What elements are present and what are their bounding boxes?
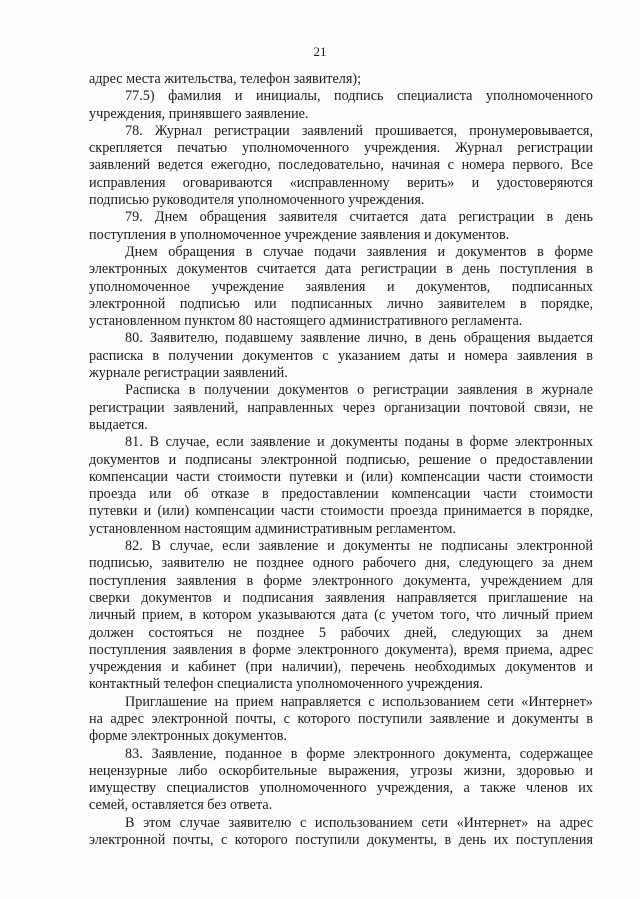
text-line: подписью, заявителю не позднее одного рабочего дня, следующего за днем <box>89 555 593 572</box>
text-line: журнале регистрации заявлений. <box>89 365 288 382</box>
text-line: контактный телефон специалиста уполномоченного учреждения. <box>89 676 483 693</box>
text-line: исправления оговариваются «исправленному верить» и удостоверяются <box>89 174 593 191</box>
text-line: поступления заявления в форме электронного документа), время приема, адрес <box>89 641 593 658</box>
text-line: 78. Журнал регистрации заявлений прошивается, пронумеровывается, <box>125 122 593 139</box>
text-line: подписью руководителя уполномоченного учреждения. <box>89 192 425 209</box>
text-line: электронной почты, с которого поступили документы, в день их поступления <box>89 832 593 849</box>
text-line: учреждения и кабинет (при наличии), перечень необходимых документов и <box>89 659 593 676</box>
text-line: должен состояться не позднее 5 рабочих дней, следующих за днем <box>89 624 593 641</box>
text-line: скрепляется печатью уполномоченного учреждения. Журнал регистрации <box>89 140 593 157</box>
text-line: 77.5) фамилия и инициалы, подпись специалиста уполномоченного <box>125 88 593 105</box>
text-line: адрес места жительства, телефон заявителя); <box>89 71 362 87</box>
text-line: 81. В случае, если заявление и документы поданы в форме электронных <box>125 434 593 451</box>
text-line: нецензурные либо оскорбительные выражения, угрозы жизни, здоровью и <box>89 762 593 779</box>
text-line: компенсации части стоимости путевки и (или) компенсации части стоимости <box>89 468 593 485</box>
text-line: 83. Заявление, поданное в форме электронного документа, содержащее <box>125 745 593 762</box>
text-line: Днем обращения в случае подачи заявления и документов в форме <box>125 243 593 260</box>
text-line: выдается. <box>89 416 148 433</box>
text-line: личный прием, в котором указываются дата (с учетом того, что личный прием <box>89 607 593 624</box>
text-line: на адрес электронной почты, с которого поступили заявление и документы в <box>89 710 593 727</box>
page-number: 21 <box>313 44 327 59</box>
text-line: учреждения, принявшего заявление. <box>89 105 309 122</box>
text-line: электронных документов считается дата регистрации в день поступления в <box>89 261 593 278</box>
text-line: электронной подписью или подписанных лично заявителем в порядке, <box>89 295 593 312</box>
text-line: форме электронных документов. <box>89 728 287 745</box>
text-line: Приглашение на прием направляется с использованием сети «Интернет» <box>125 693 593 710</box>
text-line: сверки документов и подписания заявления направляется приглашение на <box>89 589 593 606</box>
text-line: регистрации заявлений, направленных через организации почтовой связи, не <box>89 399 593 416</box>
text-line: заявлений ведется ежегодно, последовательно, начиная с номера первого. Все <box>89 157 593 174</box>
text-line: документов и подписаны электронной подписью, решение о предоставлении <box>89 451 593 468</box>
text-line: путевки и (или) компенсации части стоимости проезда принимается в порядке, <box>89 503 593 520</box>
text-line: 79. Днем обращения заявителя считается дата регистрации в день <box>125 209 593 226</box>
text-line: расписка в получении документов с указанием даты и номера заявления в <box>89 347 593 364</box>
text-line: семей, оставляется без ответа. <box>89 797 273 814</box>
text-line: поступления заявления в форме электронного документа, учреждением для <box>89 572 593 589</box>
text-line: уполномоченное учреждение заявления и документов, подписанных <box>89 278 593 295</box>
text-line: 80. Заявителю, подавшему заявление лично, в день обращения выдается <box>125 330 593 347</box>
text-line: 82. В случае, если заявление и документы не подписаны электронной <box>125 538 593 555</box>
document-body <box>89 71 593 849</box>
text-line: установленном пунктом 80 настоящего административного регламента. <box>89 313 523 330</box>
text-line: поступления в уполномоченное учреждение заявления и документов. <box>89 226 510 243</box>
text-line: проезда или об отказе в предоставлении компенсации части стоимости <box>89 486 593 503</box>
text-line: В этом случае заявителю с использованием сети «Интернет» на адрес <box>125 814 593 831</box>
text-line: установленном настоящим административным регламентом. <box>89 520 456 537</box>
text-line: Расписка в получении документов о регистрации заявления в журнале <box>125 382 593 399</box>
text-line: имуществу специалистов уполномоченного учреждения, а также членов их <box>89 780 593 797</box>
